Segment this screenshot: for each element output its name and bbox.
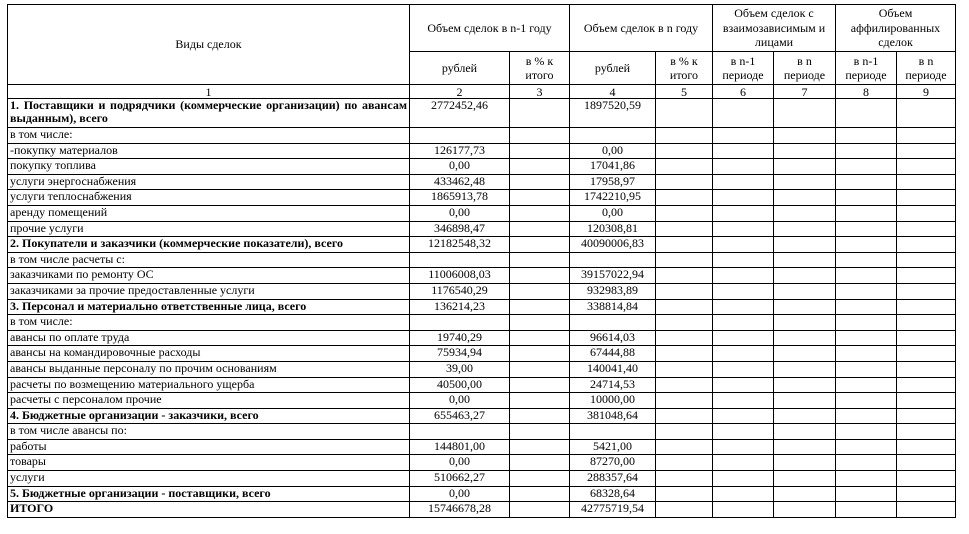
cell-rubles-curr: 0,00 bbox=[570, 143, 656, 159]
cell-percent-prev bbox=[510, 283, 570, 299]
cell-rubles-curr: 1897520,59 bbox=[570, 99, 656, 128]
table-row bbox=[8, 471, 956, 487]
cell-rubles-curr: 68328,64 bbox=[570, 486, 656, 502]
cell-affiliated-period-prev bbox=[836, 424, 897, 440]
column-number: 1 bbox=[8, 85, 410, 99]
cell-percent-curr bbox=[656, 377, 713, 393]
cell-related-period-curr bbox=[774, 315, 836, 331]
cell-related-period-prev bbox=[713, 159, 774, 175]
cell-rubles-prev bbox=[410, 252, 510, 268]
cell-related-period-prev bbox=[713, 502, 774, 518]
row-label: ИТОГО bbox=[8, 502, 410, 518]
cell-rubles-prev: 15746678,28 bbox=[410, 502, 510, 518]
table-row bbox=[8, 221, 956, 237]
cell-rubles-curr: 67444,88 bbox=[570, 346, 656, 362]
cell-related-period-curr bbox=[774, 221, 836, 237]
column-number: 8 bbox=[836, 85, 897, 99]
cell-related-period-prev bbox=[713, 330, 774, 346]
cell-related-period-prev bbox=[713, 361, 774, 377]
cell-percent-curr bbox=[656, 283, 713, 299]
cell-rubles-prev: 126177,73 bbox=[410, 143, 510, 159]
cell-rubles-curr: 96614,03 bbox=[570, 330, 656, 346]
table-row bbox=[8, 393, 956, 409]
table-row bbox=[8, 252, 956, 268]
cell-affiliated-period-curr bbox=[897, 315, 956, 331]
cell-percent-curr bbox=[656, 237, 713, 253]
cell-affiliated-period-curr bbox=[897, 237, 956, 253]
cell-affiliated-period-curr bbox=[897, 221, 956, 237]
cell-affiliated-period-prev bbox=[836, 471, 897, 487]
cell-percent-prev bbox=[510, 361, 570, 377]
cell-affiliated-period-prev bbox=[836, 393, 897, 409]
cell-affiliated-period-prev bbox=[836, 205, 897, 221]
cell-rubles-prev: 1865913,78 bbox=[410, 190, 510, 206]
column-number: 4 bbox=[570, 85, 656, 99]
cell-percent-curr bbox=[656, 330, 713, 346]
cell-affiliated-period-curr bbox=[897, 346, 956, 362]
cell-percent-curr bbox=[656, 315, 713, 331]
header-affiliated-period-curr: в n периоде bbox=[897, 52, 956, 85]
cell-affiliated-period-curr bbox=[897, 393, 956, 409]
cell-rubles-prev: 19740,29 bbox=[410, 330, 510, 346]
cell-rubles-prev bbox=[410, 128, 510, 144]
table-row bbox=[8, 143, 956, 159]
table-row bbox=[8, 99, 956, 128]
cell-related-period-prev bbox=[713, 346, 774, 362]
column-number: 9 bbox=[897, 85, 956, 99]
table-row bbox=[8, 205, 956, 221]
cell-rubles-prev: 144801,00 bbox=[410, 439, 510, 455]
cell-affiliated-period-curr bbox=[897, 283, 956, 299]
cell-rubles-curr bbox=[570, 315, 656, 331]
cell-affiliated-period-curr bbox=[897, 330, 956, 346]
cell-rubles-prev: 11006008,03 bbox=[410, 268, 510, 284]
cell-percent-curr bbox=[656, 99, 713, 128]
cell-percent-prev bbox=[510, 205, 570, 221]
cell-related-period-prev bbox=[713, 377, 774, 393]
cell-related-period-curr bbox=[774, 424, 836, 440]
cell-affiliated-period-prev bbox=[836, 502, 897, 518]
row-label: авансы на командировочные расходы bbox=[8, 346, 410, 362]
cell-rubles-prev: 0,00 bbox=[410, 393, 510, 409]
cell-related-period-prev bbox=[713, 471, 774, 487]
cell-percent-curr bbox=[656, 252, 713, 268]
row-label: расчеты по возмещению материального ущерба bbox=[8, 377, 410, 393]
cell-affiliated-period-curr bbox=[897, 471, 956, 487]
cell-percent-prev bbox=[510, 486, 570, 502]
header-related-period-curr: в n периоде bbox=[774, 52, 836, 85]
cell-percent-curr bbox=[656, 159, 713, 175]
table-row bbox=[8, 283, 956, 299]
table-row bbox=[8, 377, 956, 393]
cell-rubles-curr bbox=[570, 128, 656, 144]
cell-percent-curr bbox=[656, 502, 713, 518]
cell-related-period-prev bbox=[713, 299, 774, 315]
cell-percent-curr bbox=[656, 143, 713, 159]
cell-rubles-prev: 39,00 bbox=[410, 361, 510, 377]
cell-affiliated-period-prev bbox=[836, 99, 897, 128]
cell-affiliated-period-curr bbox=[897, 268, 956, 284]
row-label: 2. Покупатели и заказчики (коммерческие показатели), всего bbox=[8, 237, 410, 253]
cell-rubles-prev: 12182548,32 bbox=[410, 237, 510, 253]
cell-affiliated-period-prev bbox=[836, 252, 897, 268]
cell-percent-curr bbox=[656, 174, 713, 190]
row-label: заказчиками по ремонту ОС bbox=[8, 268, 410, 284]
cell-percent-prev bbox=[510, 346, 570, 362]
cell-percent-curr bbox=[656, 268, 713, 284]
cell-affiliated-period-curr bbox=[897, 190, 956, 206]
row-label: в том числе авансы по: bbox=[8, 424, 410, 440]
cell-percent-prev bbox=[510, 502, 570, 518]
cell-percent-prev bbox=[510, 143, 570, 159]
cell-percent-prev bbox=[510, 377, 570, 393]
cell-related-period-curr bbox=[774, 268, 836, 284]
cell-related-period-prev bbox=[713, 283, 774, 299]
cell-related-period-curr bbox=[774, 128, 836, 144]
cell-affiliated-period-prev bbox=[836, 128, 897, 144]
row-label: товары bbox=[8, 455, 410, 471]
row-label: работы bbox=[8, 439, 410, 455]
table-row bbox=[8, 486, 956, 502]
cell-affiliated-period-curr bbox=[897, 143, 956, 159]
cell-affiliated-period-prev bbox=[836, 408, 897, 424]
cell-related-period-curr bbox=[774, 361, 836, 377]
cell-percent-curr bbox=[656, 408, 713, 424]
cell-percent-curr bbox=[656, 439, 713, 455]
row-label: в том числе расчеты с: bbox=[8, 252, 410, 268]
cell-rubles-curr bbox=[570, 424, 656, 440]
cell-rubles-prev: 2772452,46 bbox=[410, 99, 510, 128]
cell-affiliated-period-curr bbox=[897, 486, 956, 502]
cell-rubles-curr: 338814,84 bbox=[570, 299, 656, 315]
cell-rubles-curr: 10000,00 bbox=[570, 393, 656, 409]
header-volume-curr: Объем сделок в n году bbox=[570, 5, 713, 52]
cell-affiliated-period-curr bbox=[897, 99, 956, 128]
cell-percent-prev bbox=[510, 252, 570, 268]
cell-related-period-prev bbox=[713, 486, 774, 502]
row-label: услуги теплоснабжения bbox=[8, 190, 410, 206]
cell-rubles-curr: 140041,40 bbox=[570, 361, 656, 377]
cell-percent-prev bbox=[510, 408, 570, 424]
cell-rubles-curr: 0,00 bbox=[570, 205, 656, 221]
cell-percent-curr bbox=[656, 221, 713, 237]
cell-rubles-curr: 42775719,54 bbox=[570, 502, 656, 518]
cell-related-period-curr bbox=[774, 455, 836, 471]
cell-related-period-curr bbox=[774, 252, 836, 268]
cell-rubles-curr: 39157022,94 bbox=[570, 268, 656, 284]
cell-rubles-prev: 433462,48 bbox=[410, 174, 510, 190]
cell-rubles-prev: 346898,47 bbox=[410, 221, 510, 237]
cell-rubles-curr: 5421,00 bbox=[570, 439, 656, 455]
table-row bbox=[8, 299, 956, 315]
cell-related-period-curr bbox=[774, 99, 836, 128]
cell-rubles-prev: 0,00 bbox=[410, 486, 510, 502]
cell-affiliated-period-prev bbox=[836, 190, 897, 206]
row-label: расчеты с персоналом прочие bbox=[8, 393, 410, 409]
cell-percent-curr bbox=[656, 128, 713, 144]
cell-percent-prev bbox=[510, 439, 570, 455]
cell-related-period-curr bbox=[774, 190, 836, 206]
cell-percent-prev bbox=[510, 237, 570, 253]
cell-affiliated-period-curr bbox=[897, 205, 956, 221]
cell-affiliated-period-curr bbox=[897, 408, 956, 424]
cell-affiliated-period-prev bbox=[836, 361, 897, 377]
header-affiliated-period-prev: в n-1 периоде bbox=[836, 52, 897, 85]
cell-related-period-curr bbox=[774, 408, 836, 424]
cell-percent-prev bbox=[510, 455, 570, 471]
cell-related-period-curr bbox=[774, 205, 836, 221]
cell-related-period-prev bbox=[713, 143, 774, 159]
cell-related-period-prev bbox=[713, 221, 774, 237]
cell-rubles-curr: 17958,97 bbox=[570, 174, 656, 190]
column-number-row bbox=[8, 85, 956, 99]
cell-related-period-curr bbox=[774, 502, 836, 518]
table-row bbox=[8, 330, 956, 346]
cell-affiliated-period-curr bbox=[897, 128, 956, 144]
cell-rubles-prev bbox=[410, 315, 510, 331]
row-label: 5. Бюджетные организации - поставщики, всего bbox=[8, 486, 410, 502]
table-row bbox=[8, 361, 956, 377]
cell-related-period-curr bbox=[774, 159, 836, 175]
table-row bbox=[8, 315, 956, 331]
cell-percent-prev bbox=[510, 174, 570, 190]
table-row bbox=[8, 455, 956, 471]
cell-percent-prev bbox=[510, 424, 570, 440]
cell-related-period-prev bbox=[713, 174, 774, 190]
cell-rubles-curr: 288357,64 bbox=[570, 471, 656, 487]
cell-affiliated-period-prev bbox=[836, 237, 897, 253]
cell-related-period-curr bbox=[774, 471, 836, 487]
table-row bbox=[8, 159, 956, 175]
cell-percent-prev bbox=[510, 221, 570, 237]
cell-percent-prev bbox=[510, 299, 570, 315]
column-number: 2 bbox=[410, 85, 510, 99]
cell-affiliated-period-curr bbox=[897, 424, 956, 440]
cell-related-period-prev bbox=[713, 205, 774, 221]
header-volume-prev: Объем сделок в n-1 году bbox=[410, 5, 570, 52]
cell-percent-curr bbox=[656, 361, 713, 377]
cell-rubles-prev bbox=[410, 424, 510, 440]
cell-related-period-prev bbox=[713, 315, 774, 331]
cell-affiliated-period-prev bbox=[836, 486, 897, 502]
cell-affiliated-period-prev bbox=[836, 377, 897, 393]
cell-related-period-curr bbox=[774, 439, 836, 455]
cell-affiliated-period-prev bbox=[836, 315, 897, 331]
column-number: 6 bbox=[713, 85, 774, 99]
column-number: 5 bbox=[656, 85, 713, 99]
table-row bbox=[8, 190, 956, 206]
column-number: 7 bbox=[774, 85, 836, 99]
cell-rubles-curr: 24714,53 bbox=[570, 377, 656, 393]
cell-related-period-prev bbox=[713, 439, 774, 455]
header-rubles-prev: рублей bbox=[410, 52, 510, 85]
cell-related-period-curr bbox=[774, 330, 836, 346]
cell-percent-curr bbox=[656, 346, 713, 362]
header-percent-prev: в % к итого bbox=[510, 52, 570, 85]
cell-rubles-curr: 932983,89 bbox=[570, 283, 656, 299]
cell-related-period-prev bbox=[713, 424, 774, 440]
cell-percent-curr bbox=[656, 393, 713, 409]
cell-affiliated-period-curr bbox=[897, 159, 956, 175]
cell-percent-prev bbox=[510, 190, 570, 206]
cell-percent-curr bbox=[656, 424, 713, 440]
cell-affiliated-period-prev bbox=[836, 174, 897, 190]
cell-rubles-curr: 1742210,95 bbox=[570, 190, 656, 206]
cell-related-period-prev bbox=[713, 190, 774, 206]
cell-affiliated-period-prev bbox=[836, 221, 897, 237]
cell-percent-prev bbox=[510, 315, 570, 331]
cell-rubles-prev: 40500,00 bbox=[410, 377, 510, 393]
cell-affiliated-period-curr bbox=[897, 502, 956, 518]
table-row bbox=[8, 424, 956, 440]
cell-rubles-prev: 1176540,29 bbox=[410, 283, 510, 299]
cell-rubles-curr: 381048,64 bbox=[570, 408, 656, 424]
cell-rubles-prev: 510662,27 bbox=[410, 471, 510, 487]
deals-table-wrapper bbox=[7, 4, 956, 518]
cell-percent-prev bbox=[510, 99, 570, 128]
cell-percent-curr bbox=[656, 471, 713, 487]
cell-related-period-curr bbox=[774, 393, 836, 409]
table-row bbox=[8, 268, 956, 284]
cell-rubles-curr bbox=[570, 252, 656, 268]
cell-percent-prev bbox=[510, 330, 570, 346]
table-row bbox=[8, 439, 956, 455]
cell-percent-curr bbox=[656, 205, 713, 221]
row-label: 4. Бюджетные организации - заказчики, всего bbox=[8, 408, 410, 424]
cell-related-period-curr bbox=[774, 486, 836, 502]
cell-percent-prev bbox=[510, 393, 570, 409]
header-volume-affiliated: Объем аффилированных сделок bbox=[836, 5, 956, 52]
cell-affiliated-period-prev bbox=[836, 455, 897, 471]
cell-percent-prev bbox=[510, 268, 570, 284]
cell-percent-prev bbox=[510, 159, 570, 175]
cell-related-period-curr bbox=[774, 299, 836, 315]
row-label: в том числе: bbox=[8, 315, 410, 331]
cell-rubles-prev: 75934,94 bbox=[410, 346, 510, 362]
row-label: в том числе: bbox=[8, 128, 410, 144]
cell-affiliated-period-curr bbox=[897, 252, 956, 268]
row-label: -покупку материалов bbox=[8, 143, 410, 159]
cell-related-period-curr bbox=[774, 174, 836, 190]
cell-affiliated-period-prev bbox=[836, 346, 897, 362]
cell-related-period-curr bbox=[774, 143, 836, 159]
cell-rubles-curr: 87270,00 bbox=[570, 455, 656, 471]
cell-related-period-prev bbox=[713, 252, 774, 268]
cell-affiliated-period-prev bbox=[836, 159, 897, 175]
header-deal-types: Виды сделок bbox=[8, 5, 410, 85]
cell-rubles-prev: 655463,27 bbox=[410, 408, 510, 424]
cell-affiliated-period-curr bbox=[897, 439, 956, 455]
cell-rubles-prev: 0,00 bbox=[410, 205, 510, 221]
cell-percent-curr bbox=[656, 486, 713, 502]
cell-affiliated-period-curr bbox=[897, 174, 956, 190]
row-label: услуги энергоснабжения bbox=[8, 174, 410, 190]
table-row bbox=[8, 174, 956, 190]
column-number: 3 bbox=[510, 85, 570, 99]
cell-related-period-curr bbox=[774, 346, 836, 362]
header-volume-related: Объем сделок с взаимозависимым и лицами bbox=[713, 5, 836, 52]
row-label: заказчиками за прочие предоставленные услуги bbox=[8, 283, 410, 299]
cell-affiliated-period-curr bbox=[897, 377, 956, 393]
table-header bbox=[8, 5, 956, 99]
cell-affiliated-period-prev bbox=[836, 283, 897, 299]
cell-percent-curr bbox=[656, 455, 713, 471]
row-label: 3. Персонал и материально ответственные лица, всего bbox=[8, 299, 410, 315]
row-label: прочие услуги bbox=[8, 221, 410, 237]
cell-related-period-curr bbox=[774, 237, 836, 253]
cell-related-period-prev bbox=[713, 455, 774, 471]
table-row bbox=[8, 128, 956, 144]
cell-rubles-prev: 0,00 bbox=[410, 455, 510, 471]
cell-related-period-curr bbox=[774, 283, 836, 299]
row-label: покупку топлива bbox=[8, 159, 410, 175]
cell-related-period-curr bbox=[774, 377, 836, 393]
row-label: услуги bbox=[8, 471, 410, 487]
cell-affiliated-period-curr bbox=[897, 299, 956, 315]
cell-related-period-prev bbox=[713, 237, 774, 253]
cell-affiliated-period-curr bbox=[897, 361, 956, 377]
cell-rubles-curr: 40090006,83 bbox=[570, 237, 656, 253]
table-row bbox=[8, 408, 956, 424]
cell-percent-prev bbox=[510, 471, 570, 487]
cell-related-period-prev bbox=[713, 268, 774, 284]
table-body bbox=[8, 99, 956, 518]
cell-rubles-curr: 120308,81 bbox=[570, 221, 656, 237]
cell-related-period-prev bbox=[713, 408, 774, 424]
cell-affiliated-period-prev bbox=[836, 268, 897, 284]
cell-affiliated-period-prev bbox=[836, 330, 897, 346]
cell-related-period-prev bbox=[713, 99, 774, 128]
row-label: аренду помещений bbox=[8, 205, 410, 221]
table-row bbox=[8, 346, 956, 362]
cell-percent-curr bbox=[656, 299, 713, 315]
cell-percent-curr bbox=[656, 190, 713, 206]
cell-affiliated-period-prev bbox=[836, 439, 897, 455]
cell-rubles-prev: 136214,23 bbox=[410, 299, 510, 315]
row-label: авансы выданные персоналу по прочим основаниям bbox=[8, 361, 410, 377]
deals-table bbox=[7, 4, 956, 518]
table-row bbox=[8, 502, 956, 518]
table-row bbox=[8, 237, 956, 253]
row-label: 1. Поставщики и подрядчики (коммерческие организации) по авансам выданным), всего bbox=[8, 99, 410, 128]
header-rubles-curr: рублей bbox=[570, 52, 656, 85]
header-related-period-prev: в n-1 периоде bbox=[713, 52, 774, 85]
cell-related-period-prev bbox=[713, 393, 774, 409]
cell-related-period-prev bbox=[713, 128, 774, 144]
cell-affiliated-period-curr bbox=[897, 455, 956, 471]
cell-percent-prev bbox=[510, 128, 570, 144]
cell-rubles-prev: 0,00 bbox=[410, 159, 510, 175]
row-label: авансы по оплате труда bbox=[8, 330, 410, 346]
cell-affiliated-period-prev bbox=[836, 299, 897, 315]
header-percent-curr: в % к итого bbox=[656, 52, 713, 85]
cell-rubles-curr: 17041,86 bbox=[570, 159, 656, 175]
cell-affiliated-period-prev bbox=[836, 143, 897, 159]
